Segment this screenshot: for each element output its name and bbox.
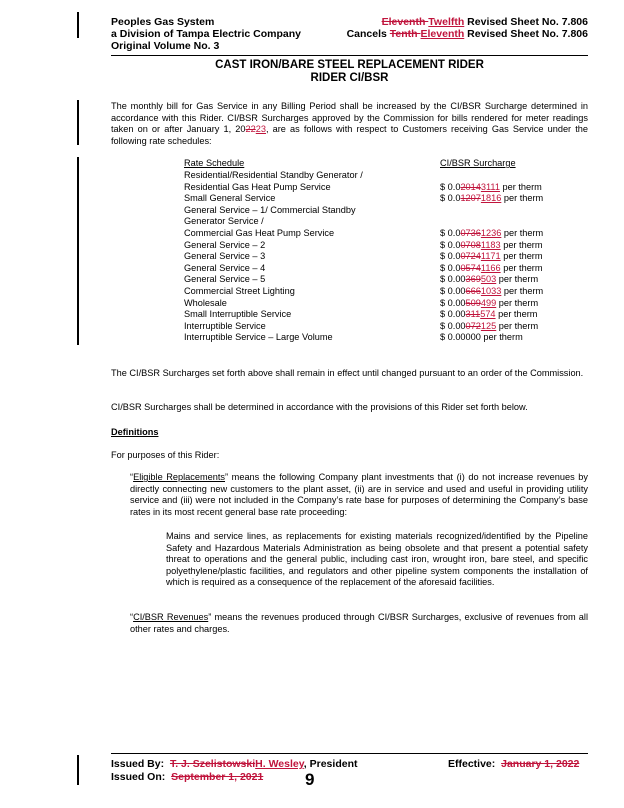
year-inserted: 23 [255,124,266,134]
rate-row [184,251,584,263]
sheet-deleted: Eleventh [381,16,429,28]
surcharge-value [440,240,543,252]
surcharge-inserted: 1171 [480,251,501,262]
surcharge-prefix: $ 0.00 [440,309,466,320]
definitions-intro: For purposes of this Rider: [111,450,220,460]
rate-row [184,274,584,286]
surcharge-suffix: per therm [499,181,542,192]
surcharge-suffix: per therm [495,309,538,320]
surcharge-prefix: $ 0.0 [440,251,461,262]
surcharge-deleted: 0724 [460,251,481,262]
rate-schedule-name: Residential Gas Heat Pump Service [184,181,331,192]
rate-row [184,170,584,182]
determined-paragraph: CI/BSR Surcharges shall be determined in accordance with the provisions of this Rider set forth below. [111,402,528,412]
surcharge-deleted: 0736 [460,227,481,238]
surcharge-value [440,321,538,333]
surcharge-inserted: 3111 [480,181,500,192]
issued-on: Issued On: September 1, 2021 [111,771,264,783]
footer-rule [111,753,588,754]
surcharge-inserted: 1166 [480,262,501,273]
surcharge-deleted: 311 [465,309,481,320]
rate-row [184,240,584,252]
surcharge-value [440,251,543,263]
rate-table-header [184,158,584,170]
rate-row [184,263,584,275]
ci-bsr-revenues-definition: “CI/BSR Revenues” means the revenues produced through CI/BSR Surcharges, exclusive of revenues from all other rates and charges. [130,612,588,634]
rate-row [184,182,584,194]
surcharge-value [440,286,543,298]
rate-schedule-name: Generator Service / [184,216,264,227]
rate-row [184,332,584,344]
surcharge-suffix: per therm [500,251,543,262]
ci-bsr-revenues-term: CI/BSR Revenues [133,612,209,622]
surcharge-suffix: per therm [496,274,539,285]
rate-schedule-name: General Service – 4 [184,262,266,273]
rate-schedule-name: General Service – 1/ Commercial Standby [184,204,356,215]
remain-paragraph: The CI/BSR Surcharges set forth above shall remain in effect until changed pursuant to an order of the Commission. [111,368,584,378]
intro-paragraph: The monthly bill for Gas Service in any Billing Period shall be increased by the CI/BSR Surcharge determined in accordance with this Rider. CI/BSR Surcharges approved by the Commission for bills rendered for meter readings taken on or after January 1, 202223, are as follows with respect to Customers receiving Gas Service under the following rate schedules: [111,101,588,146]
surcharge-suffix: per therm [501,227,544,238]
rate-schedule-name: General Service – 3 [184,251,266,262]
eligible-replacements-definition: “Eligible Replacements” means the following Company plant investments that (i) do not increase revenues by directly connecting new customers to the plant asset, (ii) are in service and used and useful in providing utility service and (iii) were not included in the Company’s rate base for purposes of determining the Company’s base rates in its most recent general base rate proceeding: [130,472,588,517]
surcharge-header: CI/BSR Surcharge [440,158,516,168]
page-subtitle: RIDER CI/BSR [310,72,389,84]
rate-schedule-name: Residential/Residential Standby Generator / [184,170,363,180]
rate-schedule-header: Rate Schedule [184,158,245,168]
surcharge-inserted: 1236 [480,227,502,238]
surcharge-prefix: $ 0.00000 per therm [440,332,523,343]
surcharge-deleted: 0574 [460,262,481,273]
surcharge-suffix: per therm [496,320,539,331]
surcharge-value [440,298,538,310]
rate-rows [184,170,584,344]
issued-on-deleted: September 1, 2021 [171,771,264,783]
surcharge-suffix: per therm [496,297,539,308]
effective-date: Effective: January 1, 2022 [448,758,580,770]
surcharge-deleted: 072 [465,320,481,331]
cancels-deleted: Tenth [389,28,421,40]
surcharge-inserted: 499 [480,297,497,308]
rate-schedule-name: General Service – 2 [184,239,266,250]
volume-label: Original Volume No. 3 [111,40,220,52]
eligible-replacements-term: Eligible Replacements [133,472,226,482]
rate-row [184,309,584,321]
rate-schedule-name: General Service – 5 [184,274,266,285]
surcharge-prefix: $ 0.00 [440,320,466,331]
header-right [347,16,588,40]
cancels-sheet: Cancels Tenth Eleventh Revised Sheet No. 7.806 [346,28,588,40]
cancels-inserted: Eleventh [420,28,465,40]
surcharge-suffix: per therm [500,239,543,250]
surcharge-inserted: 1816 [480,193,502,204]
surcharge-deleted: 1207 [460,193,481,204]
surcharge-prefix: $ 0.0 [440,262,461,273]
rate-schedule-name: Small Interruptible Service [184,309,292,320]
surcharge-prefix: $ 0.0 [440,193,461,204]
surcharge-prefix: $ 0.00 [440,274,466,285]
title-block [111,59,588,85]
sheet-inserted: Twelfth [428,16,465,28]
surcharge-prefix: $ 0.00 [440,297,466,308]
surcharge-prefix: $ 0.0 [440,239,461,250]
sheet-number: Eleventh Twelfth Revised Sheet No. 7.806 [381,16,588,28]
surcharge-deleted: 509 [465,297,481,308]
rate-row [184,216,584,228]
rate-row [184,321,584,333]
rate-schedule-name: Commercial Gas Heat Pump Service [184,227,335,238]
surcharge-deleted: 0708 [460,239,481,250]
effective-deleted: January 1, 2022 [501,758,580,770]
rate-row [184,205,584,217]
rate-schedule-name: Interruptible Service – Large Volume [184,332,333,343]
rate-schedule-name: Interruptible Service [184,320,266,331]
surcharge-value [440,274,538,286]
surcharge-value [440,182,542,194]
surcharge-deleted: 666 [465,285,481,296]
surcharge-deleted: 2014 [460,181,481,192]
division-name: a Division of Tampa Electric Company [111,28,302,40]
surcharge-value [440,193,543,205]
mains-definition: Mains and service lines, as replacements for existing materials recognized/identified by the Pipeline Safety and Hazardous Materials Administration as being obsolete and that present a potential safety threat to operations and the general public, including cast iron, wrought iron, bare steel, and specific polyethylene/plastic facilities, and regulators and other pipeline system components the installation of which is required as a consequence of the replacement of the aforesaid facilities. [166,531,588,587]
rate-row [184,228,584,240]
surcharge-suffix: per therm [501,285,544,296]
rate-schedule-name: Commercial Street Lighting [184,285,295,296]
change-bar-top [77,12,79,38]
rate-table [184,158,584,344]
surcharge-suffix: per therm [501,193,544,204]
definitions-heading: Definitions [111,427,159,437]
surcharge-inserted: 574 [480,309,496,320]
surcharge-value [440,309,537,321]
change-bar-footer [77,755,79,785]
surcharge-deleted: 369 [465,274,481,285]
rate-row [184,193,584,205]
page-number: 9 [305,770,315,789]
surcharge-inserted: 503 [480,274,497,285]
surcharge-value [440,228,543,240]
surcharge-inserted: 1183 [480,239,501,250]
surcharge-value [440,332,523,344]
company-name: Peoples Gas System [111,16,215,28]
change-bar-intro [77,100,79,145]
surcharge-prefix: $ 0.0 [440,227,461,238]
rate-row [184,298,584,310]
surcharge-suffix: per therm [500,262,543,273]
surcharge-value [440,263,543,275]
surcharge-prefix: $ 0.0 [440,181,461,192]
surcharge-inserted: 1033 [480,285,502,296]
rate-row [184,286,584,298]
page-title: CAST IRON/BARE STEEL REPLACEMENT RIDER [215,59,484,71]
issued-by-deleted: T. J. Szelistowski [169,758,256,770]
year-deleted: 22 [245,124,256,134]
issued-by: Issued By: T. J. SzelistowskiH. Wesley, President [111,758,358,770]
header-left [111,16,301,52]
surcharge-inserted: 125 [480,320,497,331]
issued-by-inserted: H. Wesley [255,758,304,770]
header-rule [111,55,588,56]
change-bar-rates [77,157,79,345]
surcharge-prefix: $ 0.00 [440,285,466,296]
rate-schedule-name: Small General Service [184,193,276,204]
rate-schedule-name: Wholesale [184,297,227,308]
